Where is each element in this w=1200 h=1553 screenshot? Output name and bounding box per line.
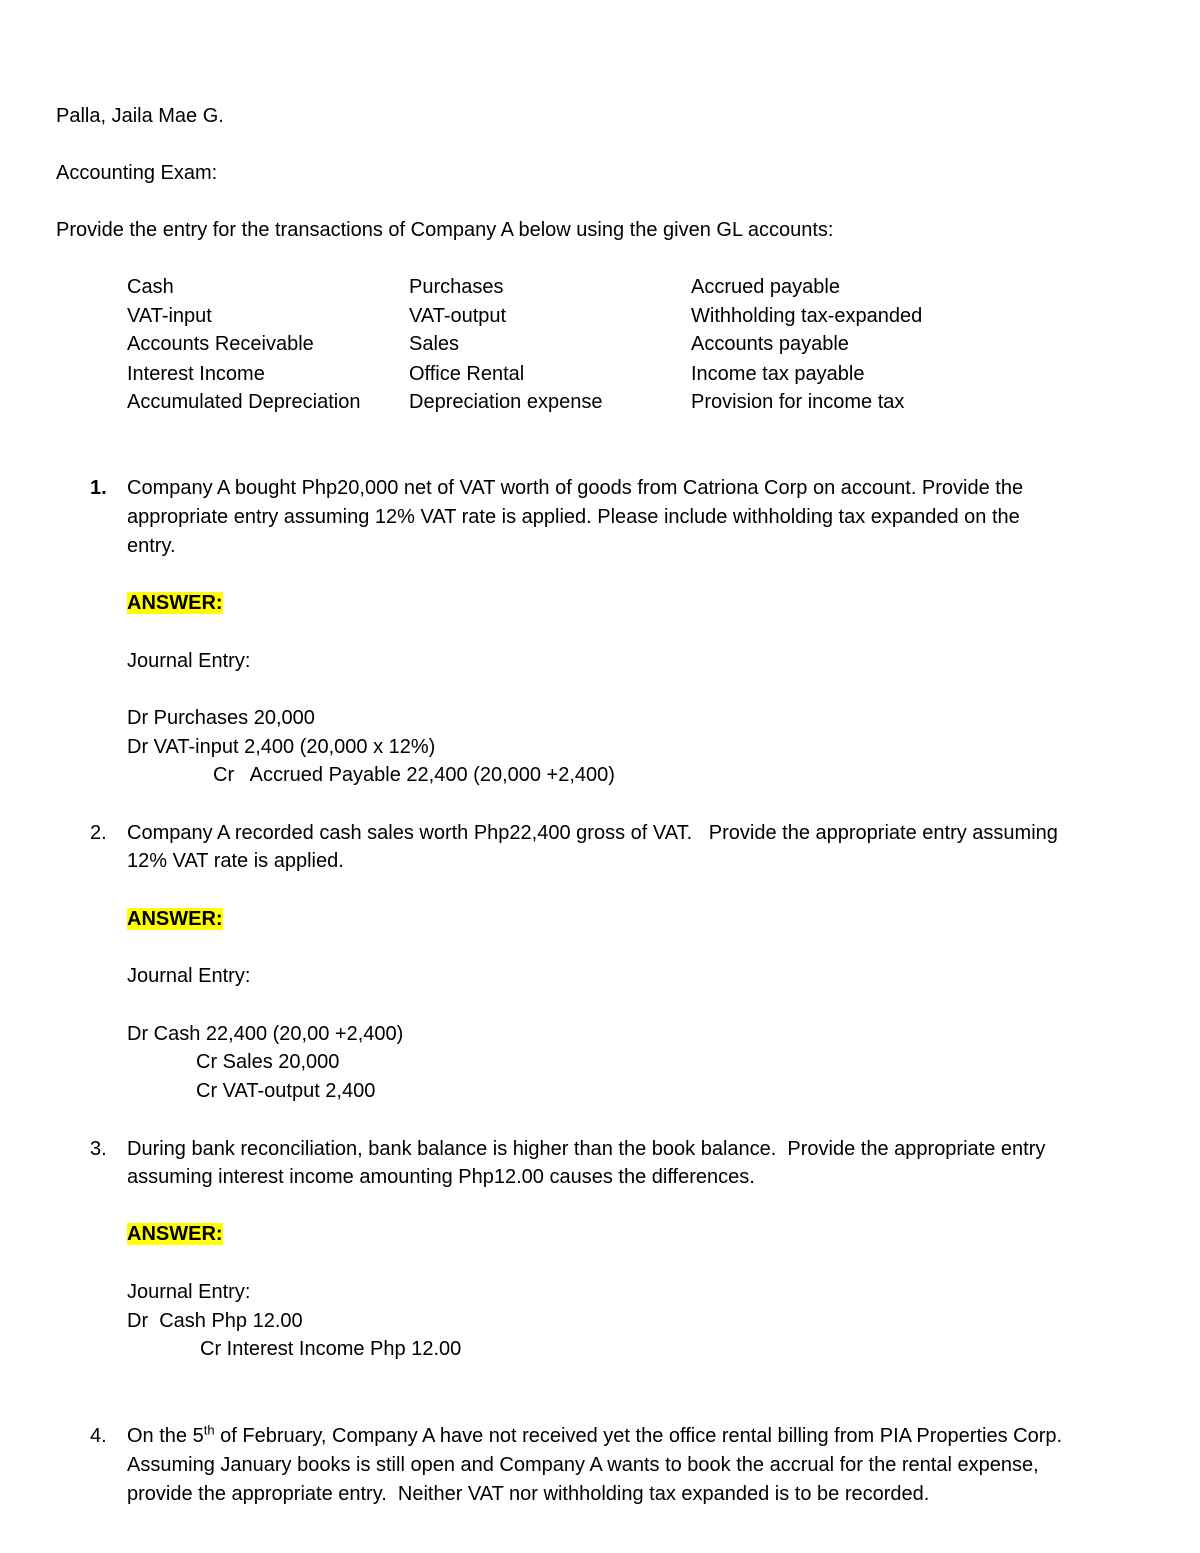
journal-entry-label: Journal Entry: xyxy=(127,965,251,987)
question-number: 2. xyxy=(90,822,107,844)
account-item: Accounts Receivable xyxy=(127,333,314,355)
journal-entry-line: Cr Interest Income Php 12.00 xyxy=(200,1338,462,1360)
question-text-line: Company A recorded cash sales worth Php22,400 gross of VAT. Provide the appropriate entry assuming xyxy=(127,822,1058,844)
question-number: 4. xyxy=(90,1425,107,1447)
question-text-line: During bank reconciliation, bank balance is higher than the book balance. Provide the appropriate entry xyxy=(127,1138,1046,1160)
journal-entry-line: Cr Accrued Payable 22,400 (20,000 +2,400) xyxy=(213,764,615,786)
account-item: Accounts payable xyxy=(691,333,849,355)
account-item: Depreciation expense xyxy=(409,391,603,413)
account-item: VAT-input xyxy=(127,305,212,327)
question-text-line: On the 5th of February, Company A have not received yet the office rental billing from PIA Properties Corp. xyxy=(127,1422,1063,1447)
journal-entry-line: Cr VAT-output 2,400 xyxy=(196,1080,376,1102)
instruction-text: Provide the entry for the transactions of Company A below using the given GL accounts: xyxy=(56,219,834,241)
question-number: 1. xyxy=(90,477,107,499)
question-text-line: Company A bought Php20,000 net of VAT worth of goods from Catriona Corp on account. Provide the xyxy=(127,477,1024,499)
account-item: Sales xyxy=(409,333,460,355)
question-text-line: appropriate entry assuming 12% VAT rate is applied. Please include withholding tax expanded on the xyxy=(127,506,1020,528)
question-text-line: assuming interest income amounting Php12.00 causes the differences. xyxy=(127,1166,755,1188)
journal-entry-line: Dr Cash Php 12.00 xyxy=(127,1310,303,1332)
exam-title: Accounting Exam: xyxy=(56,162,218,184)
account-item: Office Rental xyxy=(409,363,525,385)
question-text-line: Assuming January books is still open and Company A wants to book the accrual for the rental expense, xyxy=(127,1454,1039,1476)
account-item: Accrued payable xyxy=(691,276,840,298)
journal-entry-line: Dr Cash 22,400 (20,00 +2,400) xyxy=(127,1023,404,1045)
journal-entry-line: Dr Purchases 20,000 xyxy=(127,707,315,729)
journal-entry-line: Cr Sales 20,000 xyxy=(196,1051,340,1073)
answer-label: ANSWER: xyxy=(127,908,223,930)
journal-entry-label: Journal Entry: xyxy=(127,650,251,672)
account-item: VAT-output xyxy=(409,305,507,327)
journal-entry-label: Journal Entry: xyxy=(127,1281,251,1303)
question-number: 3. xyxy=(90,1138,107,1160)
account-item: Accumulated Depreciation xyxy=(127,391,361,413)
account-item: Income tax payable xyxy=(691,363,865,385)
answer-label: ANSWER: xyxy=(127,1223,223,1245)
student-name: Palla, Jaila Mae G. xyxy=(56,105,224,127)
account-item: Provision for income tax xyxy=(691,391,905,413)
question-text-line: provide the appropriate entry. Neither VAT nor withholding tax expanded is to be recorded. xyxy=(127,1483,930,1505)
account-item: Withholding tax-expanded xyxy=(691,305,923,327)
account-item: Cash xyxy=(127,276,174,298)
account-item: Purchases xyxy=(409,276,504,298)
answer-label: ANSWER: xyxy=(127,592,223,614)
account-item: Interest Income xyxy=(127,363,265,385)
question-text-line: entry. xyxy=(127,535,176,557)
question-text-line: 12% VAT rate is applied. xyxy=(127,850,344,872)
journal-entry-line: Dr VAT-input 2,400 (20,000 x 12%) xyxy=(127,736,436,758)
